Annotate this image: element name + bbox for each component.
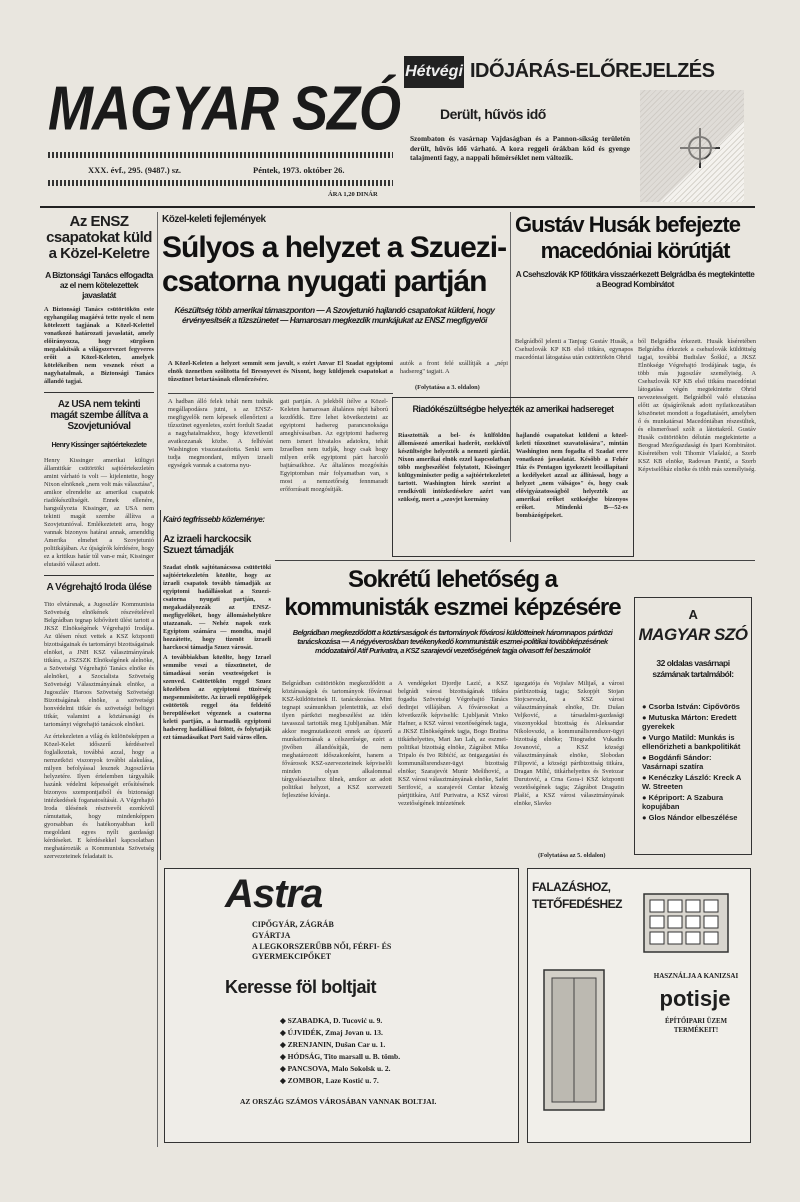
shop-item: ◆ SZABADKA, D. Tucović u. 9.: [280, 1016, 383, 1025]
a1-subtitle: A Biztonsági Tanács elfogadta az el nem kötelezettek javaslatát: [45, 270, 153, 300]
cairo-kicker: Kairó tegfrissebb közleménye:: [163, 515, 265, 524]
sokretu-subtitle: Belgrádban megkezdődött a köztársaságok és tartományok fővárosi küldötteinek háromnapos pártközi tanácskozása — A négyéveroskban tevékenykedő kommunisták eszmei-politikai továbbképzésének módozatairól Atif Purivatra, a KSZ szarajevói vezetőségének tagja olvasott fel beszámolót: [292, 628, 613, 656]
weather-badge: Hétvégi: [404, 56, 464, 88]
cairo-title: Az izraeli harckocsik Szuezt támadják: [163, 534, 251, 556]
husak-col-2: ból Belgrádba érkezett. Husák kíséretében Belgrádba érkeztek a csehszlovák küldöttség tagjai, továbbá Budislav Šoškić, a JKSZ Elnöksége Végrehajtó Irodájának tagja, és több más jugoszláv személyiség. A Csehszlovák KP KB első titkára macedóniai látogatása végén megtekintette Ohrid nevezetességeit. Belgrádból való elutazása előtt az újságíróknak adott nyilatkozatában köszönetet mondott a fogadtatásért, amelyben ő és munkatársai Macedóniában részesültek, és elismerőssel szólt a látottakról. Gustáv Husák csütörtökön délután megtekintette a Beograd Mezőgazdasági és Ipari Kombinátot. Kíséretében volt Tihomir Vlašakić, a Szerb KSZ KB elnöke, Radovan Pantić, a Szerb Képviselőház elnöke és több más személyiség.: [638, 338, 756, 473]
a2-text: Henry Kissinger amerikai külügyi államtitkár csütörtöki sajtóértekezletén amint várható is volt — kijelentette, hogy Nixon elnöknek „nem volt más választása", amikor elrendelte az amerikai csapatok riadókészültségét. Ennek ellenére, hangsúlyozta Kissinger, az USA nem tekinti magát szembe állítva a Szovjetunióval. Emlékeztetett arra, hogy vannak bizonyos határai annak, amenddig Amerika elmehet a Szovjetunió politikájában. Az újságírók kérdésére, hogy ez a kritikus határ túl van-e már, Kissinger elutasító választ adott.: [44, 457, 154, 568]
main-story: [162, 214, 507, 325]
left-column: [44, 214, 154, 861]
main-title-line-1: Súlyos a helyzet a Szuezi-: [162, 231, 507, 264]
promo-item: ● Csorba István: Cipővörös: [642, 702, 740, 711]
sokretu-col-1: Belgrádban csütörtökön megkezdődött a köztársaságok és tartományok fővárosai KSZ-küldötteinek II. tanácskozása. Mint tegnapi számunkban jelentettük, az első ilyen pártközi megbeszélést az idén tavasszal tartották meg Ljubljanában. Már akkor megmutatkozott ennek az újszerű munkaformának a célszerűsége, ezért a jövőben állandósítják, de nem meghatározott időszakonként, hanem a fővárosok KSZ-szervezeteinek képviselői minden olyan alkalommal tárgyalóasztalhoz ülnek, amikor az adott politikai helyzet, a KSZ szervezeti fejlesztése kívánja.: [282, 680, 392, 799]
shop-item: ◆ PANCSOVA, Malo Sokolsk u. 2.: [280, 1064, 391, 1073]
husak-story: [515, 214, 755, 290]
issue-number: XXX. évf., 295. (9487.) sz.: [88, 165, 182, 175]
promo-lead: A: [688, 607, 698, 622]
potisje-brand: potisje: [659, 986, 731, 1011]
sokretu-col-2: A vendégeket Djordje Lazić, a KSZ belgrádi városi bizottságának titkára fogadta Szövetségi Végrehajtó Tanács dedinjei villájában. A fővárosokat a következők képviselik: Ljubljanát Vinko Hafner, a KSZ városi vezetőségének tagja, a JKSZ Elnökségének tagja, Bogo Bratina titkárhelyettes, Mari Jan Lah, az eszmei-politikai bizottság elnöke, Zágrábot Mika Tripalo és Ivo Ribićić, az önigazgatási és kommunálisrendszer-ügyi bizottság elnöke; Szarajevót Munir Mešihović, a KSZ városi választmányának elnöke, Safet Serifović, a szarajevói Centar község pártjtitkára, Atif Purivatra, a KSZ városi vezetőségének intézetének: [398, 680, 508, 807]
sokretu-title-line-1: Sokrétű lehetőség a: [347, 566, 558, 593]
a2-title: Az USA nem tekinti magát szembe állítva a Szovjetunióval: [50, 399, 148, 432]
price: ÁRA 1,20 DINÁR: [328, 191, 378, 198]
promo-item: ● Mutuska Márton: Eredett gyerekek: [642, 712, 737, 731]
brick-illustration: [640, 888, 736, 960]
masthead-rule: [40, 206, 755, 208]
sokretu-cont-ref: (Folytatása az 5. oldalon): [538, 852, 606, 859]
shop-item: ◆ ZRENJANIN, Dušan Car u. 1.: [280, 1040, 386, 1049]
a3-text: Tito elvtársnak, a Jugoszláv Kommunista Szövetség elnökének részvételével Belgrádban tegnap kibővített ülést tartott a JKSZ Elnökségének Végrehajtó Irodája. Az ülésen részt vettek a KSZ központi bizottságainak és tartományi bizottságainak elnökei, a JNH KSZ választmányának titkára, a JSZSZK Elnökségének alelnöke, a Szövetségi Végrehajtó Tanács elnöke és alelnökei, a Szocialista Szövetség Szövetségi Választmányának elnöke, a Jugoszláv Haroos Szövetség Szövetségi Bizottságának elnöke, a szövetségi honvédelmi titkár és szövetségi belügyi titkár, valamint a köztársasági és tartományi végrehajtó tanácsok elnökei.: [44, 601, 154, 728]
husak-title-line-2: macedóniai körútját: [540, 238, 730, 263]
riado-title: Riadókészültségbe helyezték az amerikai hadsereget: [412, 404, 614, 414]
promo-item: ● Glos Nándor elbeszélése: [642, 812, 738, 822]
weather-box: [404, 56, 744, 202]
riado-text-1: Riasztották a bel- és külföldön állomásozó amerikai haderőt, ezekkívül készültségbe helyezték a nemzeti gárdát. Nixon amerikai elnök ezzel kapcsolatban több megbeszélést folytatott, Kissinger külügyminiszter pedig a sajtóértekezletet tartott. Washington hírek szerint a rendkívüli intézkedésekre azért van szükség, mert a „szovjet kormány: [398, 432, 510, 503]
promo-item: ● Képriport: A Szabura kopujában: [642, 792, 724, 811]
promo-item: ● Bogdánfi Sándor: Vasárnapi szatíra: [642, 752, 712, 771]
main-cont-ref: (Folytatása a 3. oldalon): [415, 384, 480, 391]
a2-byline: Henry Kissinger sajtóértekezlete: [51, 440, 147, 449]
cairo-box: [163, 515, 271, 742]
shop-item: ◆ ÚJVIDÉK, Zmaj Jovan u. 13.: [280, 1028, 383, 1037]
main-title-line-2: csatorna nyugati partján: [162, 265, 487, 298]
promo-list: [642, 702, 748, 823]
astra-line-1: CIPŐGYÁR, ZÁGRÁB: [252, 920, 334, 929]
sokretu-title-line-2: kommunisták eszmei képzésére: [284, 594, 621, 621]
weather-headline: Derült, hűvös idő: [440, 106, 546, 122]
husak-col-1: Belgrádból jelenti a Tanjug: Gustáv Husák, a Csehszlovák KP KB első titkára, egynapos macedóniai látogatása után csütörtökön Ohrid: [515, 338, 633, 361]
husak-subtitle: A Csehszlovák KP főtitkára visszaérkezett Belgrádba és megtekintette a Beograd Kombinátot: [515, 270, 755, 289]
sun-icon: [640, 90, 744, 202]
shop-item: ◆ HÓDSÁG, Tito marsall u. B. tömb.: [280, 1052, 401, 1061]
cairo-text-2: A továbbiakban közölte, hogy Izrael semmibe veszi a tűzszünetet, de támadásai során veszteségeket is szenved. Csütörtökön reggel Szuez közelében az egyiptomi tüzérség megsemmisítette. Az izraeli repülőgépek csütörtök reggel óta feldeítő berepüléseket végeznek a csatorna keleti partján, a harmadik egyiptomi hadsereg hadállásai fölött, és folytatják ezt támadásaikat Port Said város ellen.: [163, 654, 271, 741]
riado-text-2: hajlandó csapatokat küldeni a közel-keleti tűzszünet szavatolására", mintán Washington nem fogadta el Szadat erre vonatkozó javaslatát. Később a Fehér Ház és Pentagon igyekezett lecsillapítani a kedélyeket azzal az állítással, hogy a helyzet „nem válságos" és, hogy csak elővigyázatosságból helyezték az amerikai erőket szükségbe bizonyos erőket. Mindenki B—52-es bombázógépeket.: [516, 432, 628, 519]
main-subtitle: Készültség több amerikai támaszponton — A Szovjetunió hajlandó csapatokat küldeni, hogy érvényesítsék a tűzszünetet — Hamarosan megkezdik munkájukat az ENSZ megfigyelői: [174, 305, 495, 325]
astra-logo: Astra: [225, 872, 323, 916]
potisje-line-1: FALAZÁSHOZ,: [532, 880, 611, 894]
weather-text: Szombaton és vasárnap Vajdaságban és a Pannon-síkság területén derült, hűvös idő várható. A kora reggeli órákban köd és gyenge talajmenti fagy, a nappali hőmérséklet nem változik.: [410, 134, 630, 162]
potisje-use: HASZNÁLJA A KANIZSAI: [653, 972, 739, 980]
astra-line-2: GYÁRTJA: [252, 931, 291, 940]
astra-slogan: Keresse föl boltjait: [225, 977, 377, 997]
a1-title: Az ENSZ csapatokat küld a Közel-Keletre: [46, 213, 152, 262]
astra-shop-list: [280, 1015, 500, 1087]
cairo-text: Szadat elnök sajtótanácsosa csütörtöki sajtóértekezletén közölte, hogy az izraeli csapatok tovább támadják az egyiptomi hadállásokat a Szuezi-csatorna nyugati partján, s megakadályozzák az ENSZ-megfigyelőket, hogy állomáshelyükre utazzanak. — Nehéz napok ezek Egyiptom számára — mondta, majd hozzátette, hogy tizenöt izraeli harckocsi támadja Szuez városát.: [163, 564, 271, 651]
main-col-c: autók a front felé szállítják a „népi hadsereg" tagjait. A: [400, 360, 508, 375]
potisje-tag: ÉPÍTŐIPARI ÜZEM TERMÉKEIT!: [665, 1018, 727, 1034]
promo-item: ● Kenéczky László: Kreck A W. Streeten: [642, 772, 742, 791]
husak-title-line-1: Gustáv Husák befejezte: [515, 212, 740, 237]
weather-graphic: [640, 90, 744, 202]
weather-title: IDŐJÁRÁS-ELŐREJELZÉS: [470, 60, 715, 82]
sokretu-rule: [275, 560, 755, 561]
sokretu-story: [280, 568, 625, 656]
shop-item: ◆ ZOMBOR, Laze Kostić u. 7.: [280, 1076, 379, 1085]
sokretu-col-3: igazgatója és Vojislav Milijaš, a városi pártbizottság tagja; Szkopjét Stojan Stojcsevszki, a KSZ városi választmányának elnöke, Dr. Dušan Veljković, a társadalmi-gazdasági viszonyokkal bizottság és Aleksandar Nikolovszki, a kommunálisrendszer-ügyi bizottság elnöke; Titogradot Vukadin Jovanović, a KSZ községi választmányának elnöke, Slobodan Filipović, a községi pártbizottság titkára, Dragan Milić, titkárhelyettes és Svetozar Durutović, a Crna Gora-i KSZ központi vezetőségének tagja; Zágrábot Dragutin Plašić, a KSZ városi választmányának elnöke, Slavko: [514, 680, 624, 807]
main-col-a: A hadban álló felek tehát nem tudnák megállapodásra jutni, s az ENSZ-megfigyelők nem képesek ellenőrizni a tűzszünet egyenletes, ezért fordult Szadat a nagyhatalmakhoz, hogy közvetlenül avatkozzanak közbe. A felhívást Washington visszautasította. Senki sem tudja megmondani, milyen izraeli egységek vannak a csatorna nyu-: [168, 398, 273, 469]
lede-rule: [168, 393, 393, 394]
a3-text-2: Az értekezleten a világ és különösképpen a Közel-Kelet időszerű kérdéseivel foglalkoztak, továbbá azzal, hogy a nemzetközi viszonyok további alakulása, milyen befolyással lesznek Jugoszlávia helyzetére. Ilyen értelemben tárgyalták hazánk védelmi képességét erősítésének bizonyos szempontjaiból és biztonsági intézkedések foganatosítását. A Végrehajtó Iroda ülésének résztvevői ezenkívül rámutattak, hogy mindenképpen gyorsabban és hatékonyabban kell megoldani egyes nyílt gazdasági kérdéseket. E kérdésekkel kapcsolatban meghatározták a Kommunista Szövetség szervezeteinek feladatait is.: [44, 733, 154, 860]
masthead: [48, 40, 400, 200]
promo-subtitle: 32 oldalas vasárnapi számának tartalmából:: [652, 658, 734, 679]
a3-title: A Végrehajtó Iroda ülése: [46, 582, 152, 593]
astra-line-3: A LEGKORSZERŰBB NŐI, FÉRFI- ÉS GYERMEKCIPŐKET: [252, 942, 392, 961]
masthead-logo: MAGYAR SZÓ: [48, 74, 400, 144]
main-col-b: gati partján. A jelekből ítélve a Közel-Keleten hamarosan általános népi háború kezdődik. Erre lehet következtetni az egyiptomi hadsereg parancsnoksága ameghívásaiban. Az egyiptomi hadsereg nem ismert hivatalos adatokra, tehát Izraelben nem tudják, hogy csak hogy milyen erők egyiptomi párt harcoló bajtársaikhoz. Az általános mozgósítás Egyiptomban már folyamatban van, s most a nemzetőrség fennmaradt erőforrásait mozgósítják.: [280, 398, 388, 493]
potisje-line-2: TETŐFEDÉSHEZ: [532, 897, 623, 911]
astra-footer: AZ ORSZÁG SZÁMOS VÁROSÁBAN VANNAK BOLTJAI.: [240, 1097, 437, 1106]
main-lede: A Közel-Keleten a helyzet semmit sem javult, s ezért Anvar El Szadat egyiptomi elnök üzenetben szólította fel Bresnyevet és Nixont, hogy küldjenek csapatokat a tűzszünet betartásának ellenőrzésére.: [168, 360, 393, 383]
main-kicker: Közel-keleti fejlemények: [162, 214, 266, 225]
cairo-rule: [160, 510, 161, 860]
promo-item: ● Vurgo Matild: Munkás is ellenőrizheti a bankpolitikát: [642, 732, 741, 751]
col-rule-1: [157, 212, 158, 1147]
a1-text: A Biztonsági Tanács csütörtökön este egyhangúlag magáévá tette nyolc el nem kötelezett tagjának a Közel-Kelettel vonatkozó határozati javaslatát, amely előirányozza, hogy sürgősen megalakítsák a világszervezet fegyveres erőit a Közel-Keleten, amelyek kötelékeiben nem vesznek részt a nagyhatalmak, a Biztonsági Tanács állandó tagjai.: [44, 306, 154, 385]
issue-date: Péntek, 1973. október 26.: [253, 165, 345, 175]
masthead-dotline-2: [48, 180, 393, 186]
roof-tile-illustration: [530, 960, 626, 1120]
promo-logo: MAGYAR SZÓ: [638, 625, 748, 644]
masthead-dotline: [48, 152, 393, 158]
